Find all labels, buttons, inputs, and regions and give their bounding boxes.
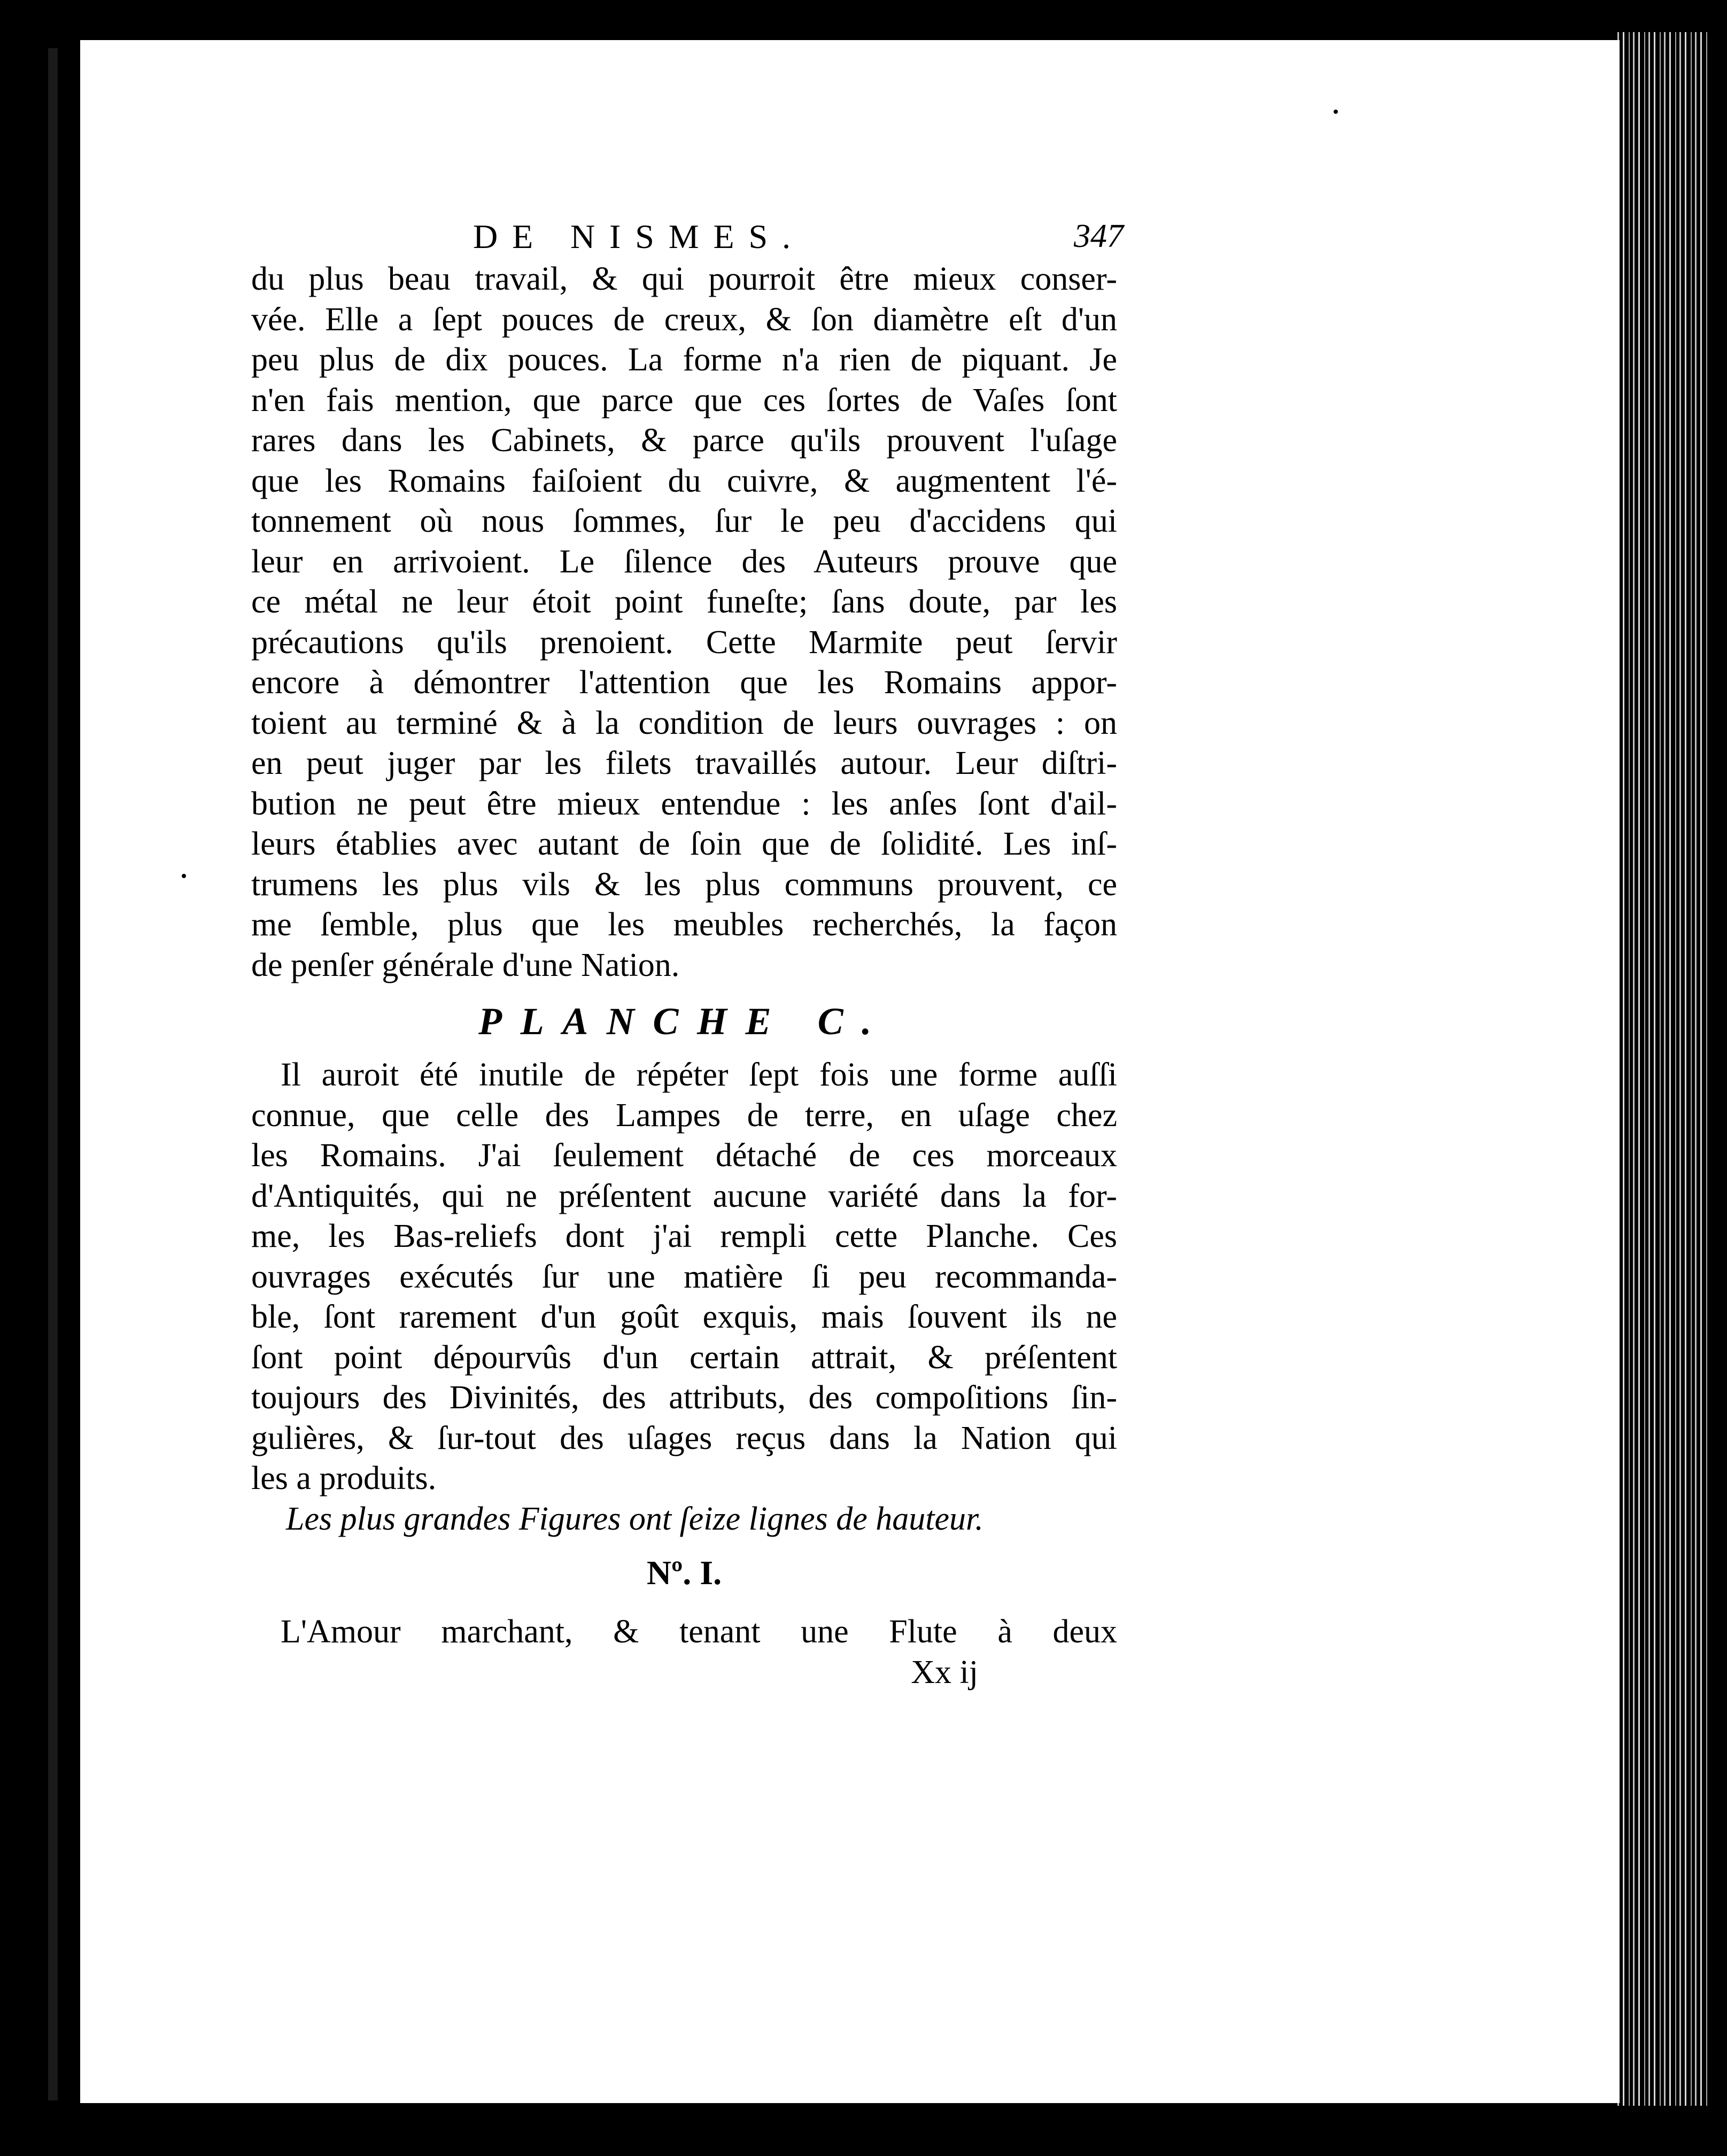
text-line: Il auroit été inutile de répéter ſept fois une forme auſſi [281, 1057, 1117, 1093]
paragraph-vase [251, 259, 1117, 986]
text-line: vée. Elle a ſept pouces de creux, & ſon diamètre eſt d'un [251, 301, 1117, 338]
figure-size-caption: Les plus grandes Figures ont ſeize lignes de hauteur. [286, 1500, 983, 1537]
text-line: les a produits. [251, 1460, 437, 1496]
text-line: rares dans les Cabinets, & parce qu'ils prouvent l'uſage [251, 422, 1117, 459]
ink-speck [182, 874, 186, 878]
signature-mark: Xx ij [911, 1654, 978, 1690]
text-line: ce métal ne leur étoit point funeſte; ſans doute, par les [251, 584, 1117, 620]
text-line: trumens les plus vils & les plus communs prouvent, ce [251, 866, 1117, 903]
text-line: tonnement où nous ſommes, ſur le peu d'accidens qui [251, 503, 1117, 539]
page-text [251, 214, 1124, 1693]
text-line: connue, que celle des Lampes de terre, en uſage chez [251, 1097, 1117, 1134]
text-line: toujours des Divinités, des attributs, des compoſitions ſin- [251, 1379, 1117, 1416]
text-line: leurs établies avec autant de ſoin que de ſolidité. Les inſ- [251, 826, 1117, 862]
binding-edge [48, 48, 58, 2100]
ink-speck [1334, 110, 1338, 114]
text-line: en peut juger par les filets travaillés autour. Leur diſtri- [251, 745, 1117, 781]
text-line: ouvrages exécutés ſur une matière ſi peu recommanda- [251, 1258, 1117, 1295]
running-title: DE NISMES. [473, 218, 805, 255]
text-line: de penſer générale d'une Nation. [251, 947, 680, 983]
text-line: n'en fais mention, que parce que ces ſortes de Vaſes ſont [251, 382, 1117, 418]
paragraph-lamps [251, 1055, 1117, 1499]
text-line: peu plus de dix pouces. La forme n'a rien de piquant. Je [251, 342, 1117, 378]
text-line: toient au terminé & à la condition de leurs ouvrages : on [251, 704, 1117, 741]
text-line: ſont point dépourvûs d'un certain attrait, & préſentent [251, 1339, 1117, 1376]
text-line: d'Antiquités, qui ne préſentent aucune variété dans la for- [251, 1177, 1117, 1214]
text-line: L'Amour marchant, & tenant une Flute à deux [281, 1614, 1117, 1650]
page-number: 347 [1074, 218, 1124, 254]
section-heading: PLANCHE C. [478, 1000, 890, 1043]
text-line: ble, ſont rarement d'un goût exquis, mais ſouvent ils ne [251, 1299, 1117, 1335]
text-line: gulières, & ſur-tout des uſages reçus dans la Nation qui [251, 1420, 1117, 1456]
running-head [251, 214, 1124, 259]
text-line: me ſemble, plus que les meubles recherchés, la façon [251, 906, 1117, 943]
text-line: précautions qu'ils prenoient. Cette Marmite peut ſervir [251, 624, 1117, 661]
page-edges [1614, 32, 1710, 2106]
text-line: bution ne peut être mieux entendue : les anſes ſont d'ail- [251, 785, 1117, 822]
text-line: les Romains. J'ai ſeulement détaché de ces morceaux [251, 1137, 1117, 1174]
item-number-heading: Nº. I. [646, 1554, 722, 1592]
text-line: encore à démontrer l'attention que les Romains appor- [251, 664, 1117, 701]
text-line: que les Romains faiſoient du cuivre, & augmentent l'é- [251, 462, 1117, 499]
text-line: du plus beau travail, & qui pourroit être mieux conser- [251, 261, 1117, 297]
text-line: me, les Bas-reliefs dont j'ai rempli cette Planche. Ces [251, 1218, 1117, 1254]
text-line: leur en arrivoient. Le ſilence des Auteurs prouve que [251, 543, 1117, 580]
